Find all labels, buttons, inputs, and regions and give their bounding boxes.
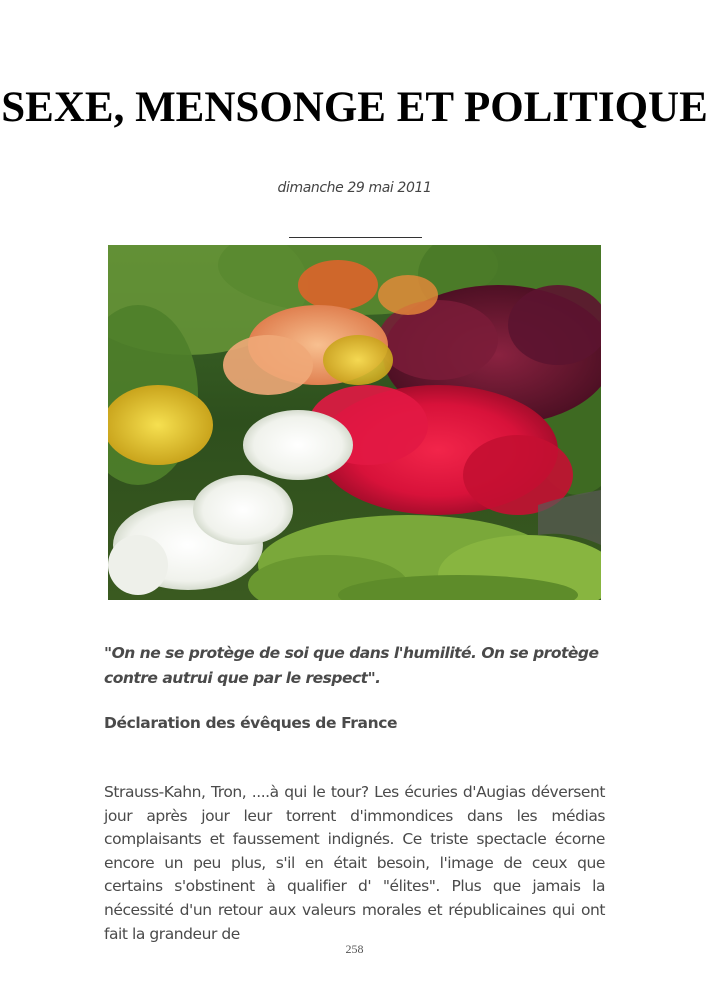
quote: "On ne se protège de soi que dans l'humilité. On se protège contre autrui que par le respect".: [104, 644, 599, 687]
quote-attribution: Déclaration des évêques de France: [104, 714, 398, 732]
page-number: 258: [345, 942, 364, 956]
garden-photo: [108, 245, 601, 600]
divider: [289, 237, 422, 238]
page-title: SEXE, MENSONGE ET POLITIQUE: [1, 84, 708, 131]
post-date: dimanche 29 mai 2011: [277, 180, 432, 196]
body-paragraph: Strauss-Kahn, Tron, ....à qui le tour? Les écuries d'Augias déversent jour après jour leur torrent d'immondices dans les médias complaisants et faussement indignés. Ce triste spectacle écorne encore un peu plus, s'il en était besoin, l'image de ceux que certains s'obstinent à qualifier d' "élites". Plus que jamais la nécessité d'un retour aux valeurs morales et républicaines qui ont fait la grandeur de: [104, 783, 605, 943]
